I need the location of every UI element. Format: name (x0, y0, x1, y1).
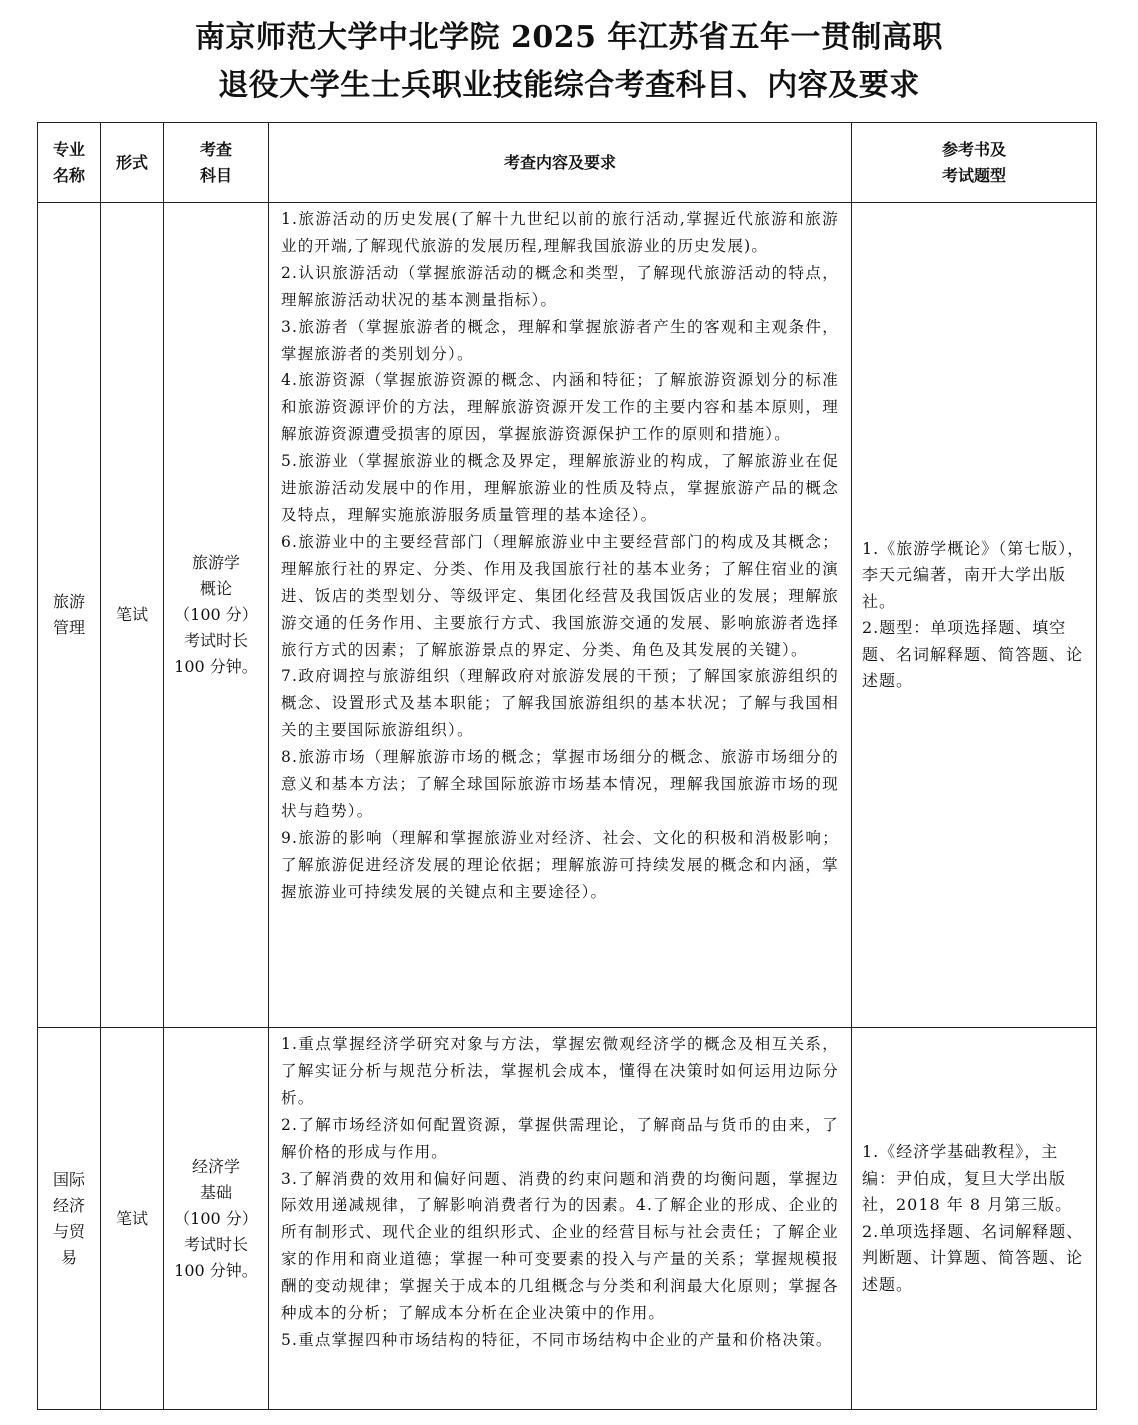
header-reference-line-1: 参考书及 (941, 139, 1006, 159)
content-item: 4.旅游资源（掌握旅游资源的概念、内涵和特征；了解旅游资源划分的标准和旅游资源评价的方法，理解旅游资源开发工作的主要内容和基本原则，理解旅游资源遭受损害的原因，掌握旅游资源保护工作的原则和措施）。 (281, 371, 839, 444)
reference-book: 1.《旅游学概论》（第七版），李天元编著，南开大学出版社。 (862, 538, 1085, 611)
content-item: 2.认识旅游活动（掌握旅游活动的概念和类型，了解现代旅游活动的特点，理解旅游活动状况的基本测量指标）。 (281, 263, 839, 309)
table-row-tourism-management (38, 203, 1097, 1028)
subject-line-1: 经济学 (191, 1156, 240, 1176)
major-name: 旅游管理 (52, 592, 85, 637)
title-line-2: 退役大学生士兵职业技能综合考查科目、内容及要求 (218, 68, 920, 103)
header-major (38, 123, 101, 203)
subject-line-3: （100 分） (174, 605, 258, 624)
header-reference (852, 123, 1097, 203)
reference-book: 1.《经济学基础教程》，主编：尹伯成，复旦大学出版社，2018 年 8 月第三版。 (862, 1142, 1073, 1214)
subject-line-5: 100 分钟。 (174, 1260, 258, 1280)
cell-content (269, 1028, 852, 1410)
content-item: 1.旅游活动的历史发展(了解十九世纪以前的旅行活动,掌握近代旅游和旅游业的开端,了解现代旅游的发展历程,理解我国旅游业的历史发展)。 (281, 210, 839, 255)
cell-subject (164, 203, 269, 1028)
subject-line-4: 考试时长 (183, 1234, 248, 1254)
cell-form: 笔试 (101, 1028, 164, 1410)
table-header-row (38, 123, 1097, 203)
header-form: 形式 (101, 123, 164, 203)
header-reference-line-2: 考试题型 (941, 165, 1006, 185)
table-row-international-economics-trade (38, 1028, 1097, 1410)
subject-line-2: 基础 (199, 1182, 232, 1202)
document-title (0, 14, 1138, 110)
title-line-1: 南京师范大学中北学院 2025 年江苏省五年一贯制高职 (195, 20, 943, 55)
subject-line-4: 考试时长 (183, 631, 248, 650)
cell-subject (164, 1028, 269, 1410)
cell-reference (852, 203, 1097, 1028)
cell-major (38, 203, 101, 1028)
content-item: 8.旅游市场（理解旅游市场的概念；掌握市场细分的概念、旅游市场细分的意义和基本方法；了解全球国际旅游市场基本情况，理解我国旅游市场的现状与趋势）。 (281, 748, 839, 820)
cell-form: 笔试 (101, 203, 164, 1028)
subject-line-1: 旅游学 (191, 553, 240, 572)
reference-question-types: 2.单项选择题、名词解释题、判断题、计算题、简答题、论述题。 (862, 1221, 1084, 1294)
header-subject-line-1: 考查 (199, 139, 232, 159)
subject-line-2: 概论 (199, 579, 232, 598)
cell-content (269, 203, 852, 1028)
header-major-line-1: 专业 (52, 139, 85, 159)
content-item: 6.旅游业中的主要经营部门（理解旅游业中主要经营部门的构成及其概念；理解旅行社的界定、分类、作用及我国旅行社的基本业务；了解住宿业的演进、饭店的类型划分、等级评定、集团化经营及我国饭店业的发展；理解旅游交通的任务作用、主要旅行方式、我国旅游交通的发展、影响旅游者选择旅行方式的因素；了解旅游景点的界定、分类、角色及其发展的关键）。 (281, 532, 839, 659)
content-item: 3.旅游者（掌握旅游者的概念，理解和掌握旅游者产生的客观和主观条件，掌握旅游者的类别划分）。 (281, 317, 839, 363)
cell-reference (852, 1028, 1097, 1410)
content-item: 9.旅游的影响（理解和掌握旅游业对经济、社会、文化的积极和消极影响；了解旅游促进经济发展的理论依据；理解旅游可持续发展的概念和内涵，掌握旅游业可持续发展的关键点和主要途径）。 (281, 828, 839, 901)
reference-question-types: 2.题型：单项选择题、填空题、名词解释题、简答题、论述题。 (862, 618, 1084, 690)
cell-major (38, 1028, 101, 1410)
header-major-line-2: 名称 (52, 165, 85, 185)
header-content: 考查内容及要求 (269, 123, 852, 203)
header-subject (164, 123, 269, 203)
content-item: 2.了解市场经济如何配置资源，掌握供需理论，了解商品与货币的由来，了解价格的形成与作用。 (281, 1115, 839, 1161)
subject-line-5: 100 分钟。 (174, 657, 258, 676)
content-item: 3.了解消费的效用和偏好问题、消费的约束问题和消费的均衡问题，掌握边际效用递减规律，了解影响消费者行为的因素。4.了解企业的形成、企业的所有制形式、现代企业的组织形式、企业的经营目标与社会责任；了解企业家的作用和商业道德；掌握一种可变要素的投入与产量的关系；掌握规模报酬的变动规律；掌握关于成本的几组概念与分类和利润最大化原则；掌握各种成本的分析；了解成本分析在企业决策中的作用。 (281, 1169, 839, 1323)
content-item: 7.政府调控与旅游组织（理解政府对旅游发展的干预；了解国家旅游组织的概念、设置形式及基本职能；了解我国旅游组织的基本状况；了解与我国相关的主要国际旅游组织）。 (281, 667, 839, 740)
subject-line-3: （100 分） (174, 1208, 258, 1228)
exam-requirements-table (37, 122, 1097, 1410)
content-item: 5.重点掌握四种市场结构的特征，不同市场结构中企业的产量和价格决策。 (281, 1330, 833, 1349)
header-subject-line-2: 科目 (199, 165, 232, 185)
content-item: 5.旅游业（掌握旅游业的概念及界定，理解旅游业的构成，了解旅游业在促进旅游活动发展中的作用，理解旅游业的性质及特点，掌握旅游产品的概念及特点，理解实施旅游服务质量管理的基本途径）。 (281, 452, 839, 524)
content-item: 1.重点掌握经济学研究对象与方法，掌握宏微观经济学的概念及相互关系，了解实证分析与规范分析法，掌握机会成本，懂得在决策时如何运用边际分析。 (281, 1035, 839, 1107)
major-name: 国际经济与贸易 (52, 1169, 85, 1267)
